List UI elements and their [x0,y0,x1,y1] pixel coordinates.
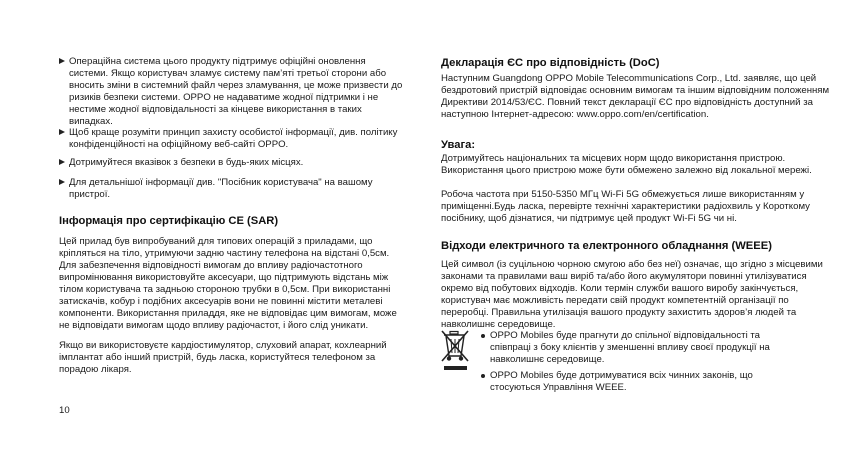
triangle-bullet-icon [59,179,65,185]
weee-point-text: OPPO Mobiles буде дотримуватися всіх чинних законів, що стосуються Управління WEEE. [490,370,753,393]
bullet-text: Щоб краще розуміти принцип захисту особистої інформації, див. політику конфіденційності на офіційному веб-сайті OPPO. [69,127,398,150]
doc-heading: Декларація ЄС про відповідність (DoC) [441,57,660,69]
wifi-paragraph: Робоча частота при 5150-5350 МГц Wi-Fi 5G обмежується лише використанням у приміщенні.Будь ласка, перевірте технічні характеристики радіохвиль у Короткому посібнику, щоб дізнатися, чи підтримує цей продукт Wi-Fi 5G чи ні. [441,189,810,224]
warning-heading: Увага: [441,139,476,151]
weee-point-text: OPPO Mobiles буде прагнути до спільної відповідальності та співпраці з боку клієнтів у зменшенні впливу своєї продукції на навколишнє середовище. [490,330,770,365]
bullet-text: Для детальнішої інформації див. "Посібник користувача" на вашому пристрої. [69,177,373,200]
bullet-text: Дотримуйтеся вказівок з безпеки в будь-яких місцях. [69,157,304,168]
sar-paragraph: Цей прилад був випробуваний для типових операцій з приладами, що кріпляться на тіло, утримуючи задню частину телефона на відстані 0,5см. Для забезпечення відповідності вимогам до впливу радіочастотного випромінювання використовуйте аксесуари, що підтримують відстань між тілом користувача та задньою стороною трубки в 0,5см. При використанні затискачів, кобур і подібних аксесуарів вони не повинні містити металеві компоненти. Використання приладдя, яке не відповідає цим вимогам, може не відповідати вимогам щодо впливу радіочастот, і його слід уникати. [59,236,397,331]
page-number: 10 [59,405,70,416]
crossed-out-wheeled-bin-icon [441,330,471,372]
doc-paragraph: Наступним Guangdong OPPO Mobile Telecommunications Corp., Ltd. заявляє, що цей бездротовий пристрій відповідає основним вимогам та іншим відповідним положенням Директиви 2014/53/ЄС. Повний текст декларації ЄС про відповідність доступний за наступною Інтернет-адресою: www.oppo.com/en/certification. [441,73,830,120]
warning-paragraph: Дотримуйтесь національних та місцевих норм щодо використання пристрою. Використання цього пристрою може бути обмежено залежно від локальної мережі. [441,153,812,176]
triangle-bullet-icon [59,58,65,64]
bullet-dot-icon [481,374,485,378]
bullet-dot-icon [481,334,485,338]
weee-heading: Відходи електричного та електронного обладнання (WEEE) [441,240,772,252]
sar-heading: Інформація про сертифікацію CE (SAR) [59,215,279,227]
triangle-bullet-icon [59,129,65,135]
sar-paragraph-medical: Якщо ви використовуєте кардіостимулятор, слуховий апарат, кохлеарний імплантат або інший пристрій, будь ласка, користуйтеся телефоном за порадою лікаря. [59,340,387,375]
bullet-text: Операційна система цього продукту підтримує офіційні оновлення системи. Якщо користувач зламує систему пам’яті третьої сторони або вносить зміни в системний файл через зламування, це може призвести до ризиків безпеки системи. OPPO не надаватиме жодної підтримки і не нестиме жодної відповідальності за кінцеве використання в таких випадках. [69,56,403,127]
triangle-bullet-icon [59,159,65,165]
weee-paragraph: Цей символ (із суцільною чорною смугою або без неї) означає, що згідно з місцевими законами та правилами ваш виріб та/або його акумулятори повинні утилізуватися окремо від побутових відходів. Коли термін служби вашого виробу закінчується, користувач має можливість передати свій продукт компетентній організації по переробці. Правильна утилізація вашого продукту захистить здоров’я людей та навколишнє середовище. [441,259,823,330]
